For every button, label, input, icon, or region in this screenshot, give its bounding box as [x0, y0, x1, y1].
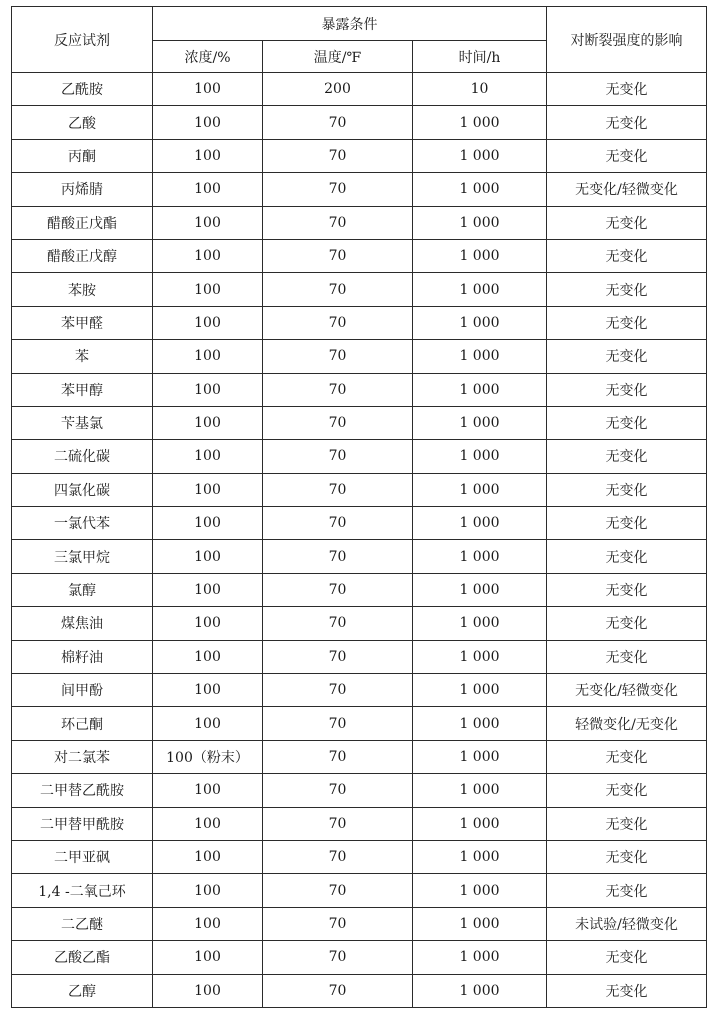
cell-temperature: 200 — [263, 73, 413, 106]
table-row — [12, 73, 707, 106]
table-row — [12, 340, 707, 373]
cell-temperature: 70 — [263, 239, 413, 272]
cell-temperature: 70 — [263, 974, 413, 1007]
cell-time: 1 000 — [413, 540, 547, 573]
cell-temperature: 70 — [263, 173, 413, 206]
cell-concentration: 100 — [153, 507, 263, 540]
table-row — [12, 941, 707, 974]
table-row — [12, 139, 707, 172]
cell-effect: 无变化 — [547, 740, 707, 773]
cell-reagent: 苄基氯 — [12, 406, 153, 439]
cell-concentration: 100 — [153, 807, 263, 840]
table-row — [12, 807, 707, 840]
cell-effect: 无变化 — [547, 941, 707, 974]
cell-concentration: 100 — [153, 406, 263, 439]
cell-time: 1 000 — [413, 340, 547, 373]
cell-reagent: 苯甲醇 — [12, 373, 153, 406]
cell-reagent: 丙酮 — [12, 139, 153, 172]
cell-effect: 无变化 — [547, 507, 707, 540]
cell-time: 1 000 — [413, 807, 547, 840]
cell-concentration: 100 — [153, 674, 263, 707]
chemical-resistance-table — [11, 6, 707, 1008]
cell-effect: 无变化 — [547, 306, 707, 339]
cell-temperature: 70 — [263, 106, 413, 139]
cell-effect: 轻微变化/无变化 — [547, 707, 707, 740]
cell-effect: 无变化/轻微变化 — [547, 173, 707, 206]
cell-reagent: 一氯代苯 — [12, 507, 153, 540]
cell-concentration: 100 — [153, 640, 263, 673]
cell-temperature: 70 — [263, 340, 413, 373]
table-row — [12, 907, 707, 940]
cell-reagent: 环己酮 — [12, 707, 153, 740]
cell-time: 1 000 — [413, 907, 547, 940]
cell-reagent: 二甲亚砜 — [12, 840, 153, 873]
cell-concentration: 100（粉末） — [153, 740, 263, 773]
cell-time: 1 000 — [413, 874, 547, 907]
cell-concentration: 100 — [153, 239, 263, 272]
cell-reagent: 苯胺 — [12, 273, 153, 306]
cell-temperature: 70 — [263, 807, 413, 840]
cell-temperature: 70 — [263, 707, 413, 740]
cell-effect: 无变化 — [547, 473, 707, 506]
cell-effect: 无变化 — [547, 573, 707, 606]
cell-time: 1 000 — [413, 373, 547, 406]
cell-time: 1 000 — [413, 674, 547, 707]
cell-effect: 无变化 — [547, 774, 707, 807]
cell-temperature: 70 — [263, 139, 413, 172]
cell-time: 1 000 — [413, 707, 547, 740]
cell-time: 1 000 — [413, 507, 547, 540]
cell-temperature: 70 — [263, 540, 413, 573]
cell-temperature: 70 — [263, 874, 413, 907]
cell-reagent: 苯 — [12, 340, 153, 373]
cell-reagent: 二硫化碳 — [12, 440, 153, 473]
cell-temperature: 70 — [263, 273, 413, 306]
cell-reagent: 对二氯苯 — [12, 740, 153, 773]
cell-effect: 无变化 — [547, 239, 707, 272]
cell-time: 1 000 — [413, 106, 547, 139]
cell-concentration: 100 — [153, 340, 263, 373]
cell-concentration: 100 — [153, 373, 263, 406]
cell-effect: 无变化 — [547, 340, 707, 373]
cell-concentration: 100 — [153, 473, 263, 506]
cell-temperature: 70 — [263, 440, 413, 473]
cell-concentration: 100 — [153, 840, 263, 873]
cell-effect: 无变化 — [547, 840, 707, 873]
cell-temperature: 70 — [263, 507, 413, 540]
cell-temperature: 70 — [263, 473, 413, 506]
cell-reagent: 二甲替甲酰胺 — [12, 807, 153, 840]
cell-effect: 无变化 — [547, 974, 707, 1007]
table-row — [12, 306, 707, 339]
cell-reagent: 苯甲醛 — [12, 306, 153, 339]
table-row — [12, 874, 707, 907]
table-row — [12, 607, 707, 640]
cell-temperature: 70 — [263, 206, 413, 239]
cell-time: 1 000 — [413, 840, 547, 873]
cell-temperature: 70 — [263, 840, 413, 873]
header-concentration: 浓度/% — [153, 41, 263, 73]
cell-time: 1 000 — [413, 941, 547, 974]
cell-concentration: 100 — [153, 306, 263, 339]
cell-concentration: 100 — [153, 573, 263, 606]
cell-concentration: 100 — [153, 106, 263, 139]
cell-concentration: 100 — [153, 907, 263, 940]
cell-effect: 无变化 — [547, 807, 707, 840]
header-reagent: 反应试剂 — [12, 7, 153, 73]
cell-effect: 无变化 — [547, 640, 707, 673]
cell-reagent: 丙烯腈 — [12, 173, 153, 206]
cell-temperature: 70 — [263, 607, 413, 640]
cell-effect: 未试验/轻微变化 — [547, 907, 707, 940]
cell-concentration: 100 — [153, 73, 263, 106]
cell-reagent: 三氯甲烷 — [12, 540, 153, 573]
cell-time: 1 000 — [413, 306, 547, 339]
cell-concentration: 100 — [153, 173, 263, 206]
cell-reagent: 乙酸乙酯 — [12, 941, 153, 974]
table-row — [12, 573, 707, 606]
cell-reagent: 乙酰胺 — [12, 73, 153, 106]
cell-effect: 无变化 — [547, 373, 707, 406]
cell-concentration: 100 — [153, 874, 263, 907]
cell-reagent: 间甲酚 — [12, 674, 153, 707]
cell-effect: 无变化 — [547, 273, 707, 306]
cell-time: 1 000 — [413, 206, 547, 239]
cell-effect: 无变化 — [547, 607, 707, 640]
cell-time: 1 000 — [413, 774, 547, 807]
cell-time: 1 000 — [413, 974, 547, 1007]
cell-effect: 无变化 — [547, 206, 707, 239]
cell-time: 1 000 — [413, 440, 547, 473]
cell-time: 1 000 — [413, 173, 547, 206]
table-header-row — [12, 7, 707, 41]
cell-temperature: 70 — [263, 373, 413, 406]
cell-time: 1 000 — [413, 573, 547, 606]
cell-reagent: 棉籽油 — [12, 640, 153, 673]
cell-concentration: 100 — [153, 941, 263, 974]
table-row — [12, 173, 707, 206]
cell-effect: 无变化 — [547, 540, 707, 573]
cell-effect: 无变化/轻微变化 — [547, 674, 707, 707]
header-exposure-conditions: 暴露条件 — [153, 7, 547, 41]
cell-temperature: 70 — [263, 740, 413, 773]
table-row — [12, 707, 707, 740]
cell-temperature: 70 — [263, 306, 413, 339]
cell-concentration: 100 — [153, 607, 263, 640]
table-row — [12, 774, 707, 807]
cell-reagent: 醋酸正戊酯 — [12, 206, 153, 239]
cell-reagent: 乙酸 — [12, 106, 153, 139]
cell-reagent: 煤焦油 — [12, 607, 153, 640]
cell-temperature: 70 — [263, 573, 413, 606]
cell-time: 10 — [413, 73, 547, 106]
table-row — [12, 406, 707, 439]
cell-temperature: 70 — [263, 941, 413, 974]
cell-temperature: 70 — [263, 774, 413, 807]
cell-effect: 无变化 — [547, 73, 707, 106]
cell-concentration: 100 — [153, 273, 263, 306]
header-temperature: 温度/℉ — [263, 41, 413, 73]
cell-reagent: 醋酸正戊醇 — [12, 239, 153, 272]
cell-reagent: 二乙醚 — [12, 907, 153, 940]
cell-concentration: 100 — [153, 540, 263, 573]
table-row — [12, 640, 707, 673]
cell-effect: 无变化 — [547, 406, 707, 439]
table-row — [12, 674, 707, 707]
cell-reagent: 二甲替乙酰胺 — [12, 774, 153, 807]
table-row — [12, 740, 707, 773]
cell-reagent: 1,4 -二氧己环 — [12, 874, 153, 907]
table-row — [12, 974, 707, 1007]
table-row — [12, 239, 707, 272]
header-time: 时间/h — [413, 41, 547, 73]
table-row — [12, 106, 707, 139]
cell-time: 1 000 — [413, 273, 547, 306]
cell-reagent: 四氯化碳 — [12, 473, 153, 506]
table-row — [12, 206, 707, 239]
cell-temperature: 70 — [263, 907, 413, 940]
cell-effect: 无变化 — [547, 106, 707, 139]
cell-temperature: 70 — [263, 406, 413, 439]
cell-time: 1 000 — [413, 740, 547, 773]
table-row — [12, 840, 707, 873]
cell-time: 1 000 — [413, 640, 547, 673]
table-row — [12, 440, 707, 473]
cell-time: 1 000 — [413, 239, 547, 272]
table-row — [12, 373, 707, 406]
cell-concentration: 100 — [153, 139, 263, 172]
cell-reagent: 乙醇 — [12, 974, 153, 1007]
table-row — [12, 540, 707, 573]
cell-concentration: 100 — [153, 206, 263, 239]
cell-time: 1 000 — [413, 406, 547, 439]
table-row — [12, 273, 707, 306]
cell-temperature: 70 — [263, 674, 413, 707]
cell-reagent: 氯醇 — [12, 573, 153, 606]
cell-concentration: 100 — [153, 974, 263, 1007]
cell-time: 1 000 — [413, 473, 547, 506]
table-row — [12, 507, 707, 540]
document-page — [11, 6, 707, 1008]
cell-concentration: 100 — [153, 707, 263, 740]
cell-time: 1 000 — [413, 607, 547, 640]
cell-temperature: 70 — [263, 640, 413, 673]
table-row — [12, 473, 707, 506]
cell-effect: 无变化 — [547, 874, 707, 907]
cell-concentration: 100 — [153, 774, 263, 807]
cell-time: 1 000 — [413, 139, 547, 172]
cell-effect: 无变化 — [547, 139, 707, 172]
header-effect-on-breaking-strength: 对断裂强度的影响 — [547, 7, 707, 73]
cell-effect: 无变化 — [547, 440, 707, 473]
cell-concentration: 100 — [153, 440, 263, 473]
